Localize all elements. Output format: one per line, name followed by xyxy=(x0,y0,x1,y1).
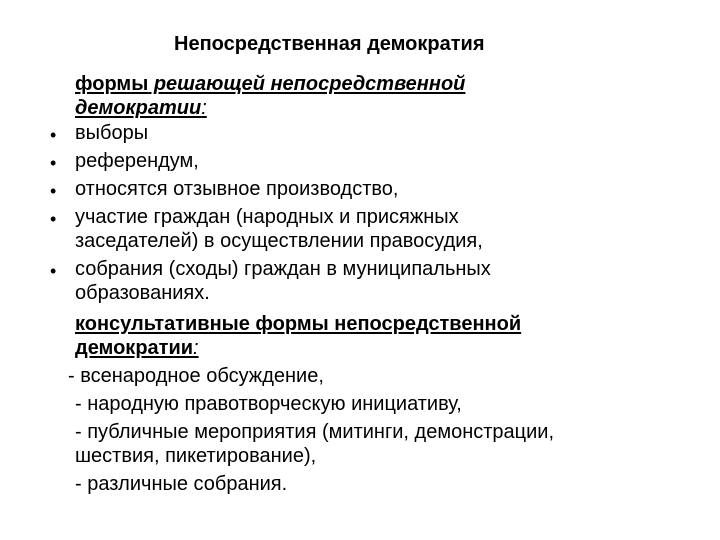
list-item: собрания (сходы) граждан в муниципальных xyxy=(75,258,491,280)
list-item: - публичные мероприятия (митинги, демонстрации, xyxy=(75,421,554,443)
section1-heading-line2 xyxy=(75,96,207,120)
list-item-continuation: образованиях. xyxy=(75,282,210,304)
section2-heading-line2 xyxy=(75,336,199,360)
list-item: - народную правотворческую инициативу, xyxy=(75,393,462,415)
list-item: относятся отзывное производство, xyxy=(75,178,399,200)
list-item: - различные собрания. xyxy=(75,473,288,495)
list-item: - всенародное обсуждение, xyxy=(68,365,324,387)
bullet-icon: • xyxy=(50,209,57,229)
list-item: участие граждан (народных и присяжных xyxy=(75,206,459,228)
bullet-icon: • xyxy=(50,153,57,173)
list-item-continuation: шествия, пикетирование), xyxy=(75,445,317,467)
section1-heading-word: формы xyxy=(75,73,149,95)
list-item-continuation: заседателей) в осуществлении правосудия, xyxy=(75,230,483,252)
list-item: выборы xyxy=(75,122,149,144)
section2-heading-colon: : xyxy=(193,337,199,359)
section2-heading-democracy: демократии xyxy=(75,337,194,359)
bullet-icon: • xyxy=(50,261,57,281)
slide-title: Непосредственная демократия xyxy=(174,33,485,55)
bullet-icon: • xyxy=(50,125,57,145)
bullet-icon: • xyxy=(50,181,57,201)
section2-heading-line1: консультативные формы непосредственной xyxy=(75,313,522,335)
section1-heading-colon: : xyxy=(201,97,207,119)
list-item: референдум, xyxy=(75,150,199,172)
section1-heading-democracy: демократии xyxy=(75,97,202,119)
section1-heading-line1 xyxy=(75,72,465,96)
section1-heading-rest: решающей непосредственной xyxy=(148,73,466,95)
